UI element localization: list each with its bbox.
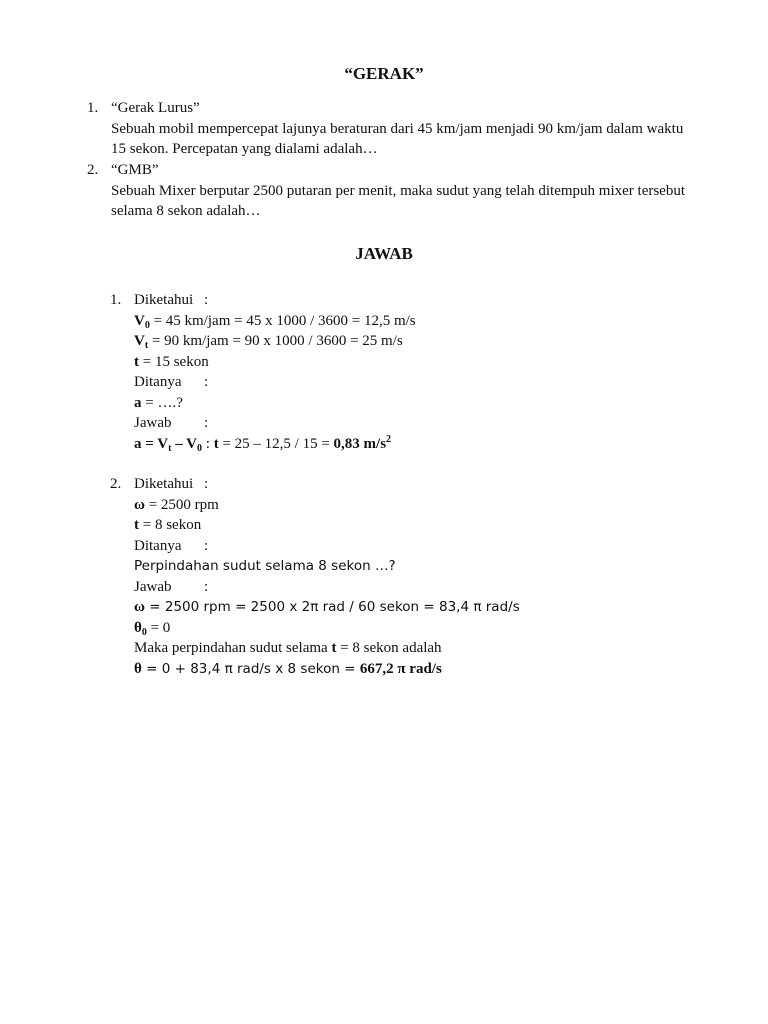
question-topic: “GMB”	[111, 162, 159, 178]
result-sub-0: 0	[197, 442, 203, 454]
result-a-prefix: a = V	[134, 435, 169, 452]
asked-a-line	[134, 393, 670, 414]
colon: :	[204, 476, 209, 492]
question-2	[87, 160, 707, 222]
question-1	[87, 98, 707, 160]
t-symbol: t	[134, 517, 139, 533]
result-line	[134, 434, 670, 455]
a-expression: = ….?	[141, 394, 183, 411]
ditanya-label: Ditanya	[134, 537, 182, 554]
diketahui-label: Diketahui	[134, 292, 194, 308]
given-t-line	[134, 515, 670, 536]
result-dash: – V	[171, 435, 198, 452]
v0-expression: = 45 km/jam = 45 x 1000 / 3600 = 12,5 m/s	[149, 312, 416, 329]
result-t: t	[213, 435, 219, 452]
omega-symbol: ω	[134, 496, 145, 513]
maka-suffix: = 8 sekon adalah	[336, 640, 442, 656]
theta0-expression: = 0	[146, 619, 171, 636]
answer-2	[110, 474, 670, 679]
question-text-line: selama 8 sekon adalah…	[111, 203, 261, 219]
omega-calc-line	[134, 597, 670, 618]
a-symbol: a	[134, 394, 142, 411]
question-text-line: 15 sekon. Percepatan yang dialami adalah…	[111, 141, 378, 157]
maka-prefix: Maka perpindahan sudut selama	[134, 640, 332, 656]
maka-t: t	[331, 640, 337, 656]
theta0-symbol: θ	[134, 619, 142, 636]
answer-1	[110, 290, 670, 454]
result-mid: = 25 – 12,5 / 15 =	[218, 435, 334, 452]
maka-line	[134, 638, 670, 659]
result-colon: :	[202, 435, 214, 452]
given-omega-line	[134, 495, 670, 516]
t-expression: = 8 sekon	[139, 517, 202, 533]
jawab-line	[134, 413, 670, 434]
jawab-line	[134, 577, 670, 598]
omega-calc-expression: = 2500 rpm = 2500 x 2π rad / 60 sekon = 83,4 π rad/s	[144, 599, 520, 615]
vt-expression: = 90 km/jam = 90 x 1000 / 3600 = 25 m/s	[148, 333, 403, 349]
result-value: 0,83 m/s	[333, 435, 387, 452]
result-superscript: 2	[386, 433, 392, 445]
vt-subscript: t	[144, 340, 149, 351]
jawab-label: Jawab	[134, 578, 172, 595]
given-t-line	[134, 352, 670, 373]
answer-title: JAWAB	[355, 244, 413, 263]
vt-symbol: V	[134, 333, 145, 349]
diketahui-line	[134, 474, 670, 495]
given-vt-line	[134, 331, 670, 352]
colon: :	[204, 374, 209, 390]
t-expression: = 15 sekon	[139, 353, 209, 370]
theta-value: 667,2 π rad/s	[359, 660, 442, 677]
colon: :	[204, 578, 209, 595]
jawab-label: Jawab	[134, 415, 172, 431]
question-text-line: Sebuah mobil mempercepat lajunya beraturan dari 45 km/jam menjadi 90 km/jam dalam waktu	[111, 120, 684, 137]
theta0-subscript: 0	[141, 626, 147, 638]
question-number: 2.	[87, 162, 99, 178]
v0-subscript: 0	[144, 319, 150, 331]
theta-result-line	[134, 659, 670, 680]
result-sub-t: t	[168, 442, 172, 454]
colon: :	[204, 415, 209, 431]
diketahui-label: Diketahui	[134, 476, 194, 492]
omega-calc-symbol: ω	[134, 599, 145, 615]
theta-expression: = 0 + 83,4 π rad/s x 8 sekon =	[141, 660, 360, 677]
colon: :	[204, 537, 209, 554]
v0-symbol: V	[134, 312, 145, 329]
question-text-line: Sebuah Mixer berputar 2500 putaran per menit, maka sudut yang telah ditempuh mixer tersebut	[111, 182, 686, 199]
ditanya-text: Perpindahan sudut selama 8 sekon …?	[134, 558, 396, 574]
theta0-line	[134, 618, 670, 639]
diketahui-line	[134, 290, 670, 311]
question-number: 1.	[87, 100, 99, 116]
given-v0-line	[134, 311, 670, 332]
question-topic: “Gerak Lurus”	[111, 100, 200, 116]
t-symbol: t	[134, 353, 139, 370]
colon: :	[204, 292, 209, 308]
page-title: “GERAK”	[344, 64, 424, 83]
answer-number: 2.	[110, 476, 122, 492]
answer-number: 1.	[110, 292, 122, 308]
theta-symbol: θ	[134, 660, 142, 677]
ditanya-line	[134, 372, 670, 393]
omega-expression: = 2500 rpm	[144, 496, 219, 513]
ditanya-label: Ditanya	[134, 374, 182, 390]
ditanya-line	[134, 536, 670, 557]
